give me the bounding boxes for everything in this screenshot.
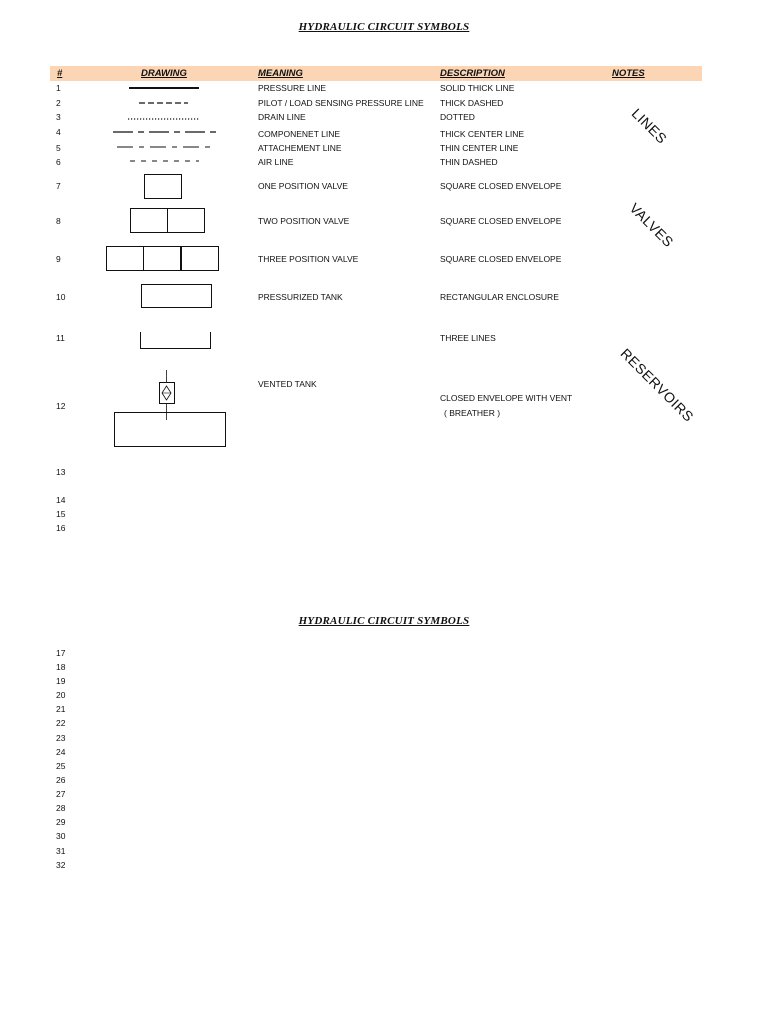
- row-num: 13: [56, 467, 66, 477]
- three-position-valve-symbol: [107, 247, 219, 271]
- header-notes: NOTES: [612, 68, 645, 79]
- header-meaning: MEANING: [258, 68, 303, 79]
- row-meaning: PRESSURE LINE: [258, 83, 327, 93]
- row-num: 1: [56, 83, 61, 93]
- row-meaning: VENTED TANK: [258, 379, 317, 389]
- breather-box: [160, 383, 175, 404]
- row-num: 14: [56, 495, 66, 505]
- header-num: #: [57, 68, 63, 79]
- row-num: 6: [56, 157, 61, 167]
- row-meaning: PILOT / LOAD SENSING PRESSURE LINE: [258, 98, 424, 108]
- header-description: DESCRIPTION: [440, 68, 505, 79]
- row-num: 21: [56, 704, 66, 714]
- open-tank-symbol: [141, 332, 211, 349]
- pressurized-tank-symbol: [142, 285, 212, 308]
- row-num: 8: [56, 216, 61, 226]
- row-num: 16: [56, 523, 66, 533]
- row-num: 26: [56, 775, 66, 785]
- row-num: 27: [56, 789, 66, 799]
- row-description: THICK CENTER LINE: [440, 129, 525, 139]
- row-num: 31: [56, 846, 66, 856]
- row-num: 24: [56, 747, 66, 757]
- row-meaning: ATTACHEMENT LINE: [258, 143, 342, 153]
- row-description: SOLID THICK LINE: [440, 83, 515, 93]
- row-num: 2: [56, 98, 61, 108]
- note-reservoirs: RESERVOIRS: [617, 345, 698, 425]
- vented-tank-symbol: [115, 413, 226, 447]
- row-num: 7: [56, 181, 61, 191]
- row-num: 9: [56, 254, 61, 264]
- row-description: SQUARE CLOSED ENVELOPE: [440, 254, 562, 264]
- row-num: 4: [56, 127, 61, 137]
- page-title-2: HYDRAULIC CIRCUIT SYMBOLS: [298, 615, 470, 627]
- row-num: 25: [56, 761, 66, 771]
- row-num: 28: [56, 803, 66, 813]
- row-description: CLOSED ENVELOPE WITH VENT: [440, 393, 573, 403]
- row-num: 20: [56, 690, 66, 700]
- one-position-valve-symbol: [145, 175, 182, 199]
- row-meaning: PRESSURIZED TANK: [258, 292, 343, 302]
- row-num: 3: [56, 112, 61, 122]
- note-valves: VALVES: [626, 199, 677, 251]
- row-num: 23: [56, 733, 66, 743]
- row-num: 18: [56, 662, 66, 672]
- row-num: 30: [56, 831, 66, 841]
- breather-diamond: [162, 386, 171, 400]
- row-num: 19: [56, 676, 66, 686]
- row-description-line2: ( BREATHER ): [444, 408, 501, 418]
- row-description: SQUARE CLOSED ENVELOPE: [440, 216, 562, 226]
- row-num: 5: [56, 143, 61, 153]
- row-description: THREE LINES: [440, 333, 496, 343]
- row-meaning: THREE POSITION VALVE: [258, 254, 359, 264]
- row-num: 12: [56, 401, 66, 411]
- row-meaning: COMPONENET LINE: [258, 129, 341, 139]
- row-num: 10: [56, 292, 66, 302]
- row-meaning: ONE POSITION VALVE: [258, 181, 348, 191]
- note-lines: LINES: [628, 105, 671, 147]
- two-position-valve-symbol: [131, 209, 205, 233]
- header-drawing: DRAWING: [141, 68, 187, 79]
- row-meaning: AIR LINE: [258, 157, 294, 167]
- row-description: DOTTED: [440, 112, 475, 122]
- row-num: 15: [56, 509, 66, 519]
- row-description: SQUARE CLOSED ENVELOPE: [440, 181, 562, 191]
- row-num: 32: [56, 860, 66, 870]
- row-description: THIN DASHED: [440, 157, 498, 167]
- row-num: 29: [56, 817, 66, 827]
- row-description: THICK DASHED: [440, 98, 504, 108]
- row-meaning: TWO POSITION VALVE: [258, 216, 350, 226]
- row-num: 22: [56, 718, 66, 728]
- row-num: 11: [56, 333, 65, 343]
- row-num: 17: [56, 648, 66, 658]
- row-description: RECTANGULAR ENCLOSURE: [440, 292, 559, 302]
- row-description: THIN CENTER LINE: [440, 143, 519, 153]
- row-meaning: DRAIN LINE: [258, 112, 306, 122]
- page-title: HYDRAULIC CIRCUIT SYMBOLS: [298, 21, 470, 33]
